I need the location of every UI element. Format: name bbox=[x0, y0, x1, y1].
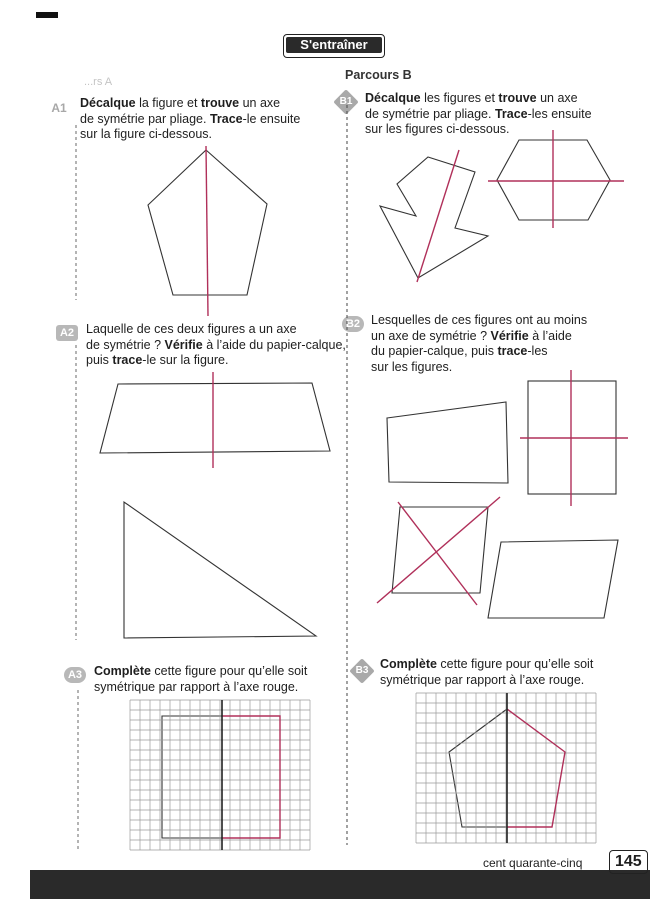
parcours-b-title: Parcours B bbox=[345, 68, 412, 82]
b1-arrow-axis bbox=[417, 150, 459, 282]
b3-figure bbox=[449, 709, 507, 827]
badge-a2: A2 bbox=[56, 325, 78, 341]
b1-arrow bbox=[380, 157, 488, 278]
page-number-words: cent quarante-cinq bbox=[483, 856, 583, 870]
page-number: 145 bbox=[609, 850, 648, 874]
b3-grid bbox=[416, 693, 596, 843]
section-title-text: S'entraîner bbox=[286, 37, 382, 53]
badge-b2: B2 bbox=[342, 316, 364, 332]
exercise-b1-instructions: Décalque les figures et trouve un axe de symétrie par pliage. Trace-les ensuite sur les figures ci-dessous. bbox=[365, 91, 592, 136]
exercise-a1-instructions: Décalque la figure et trouve un axe de symétrie par pliage. Trace-le ensuite sur la figure ci-dessous. bbox=[80, 96, 301, 141]
exercise-b3-instructions: Complète cette figure pour qu’elle soit symétrique par rapport à l’axe rouge. bbox=[380, 657, 594, 687]
badge-b1: B1 bbox=[333, 89, 358, 114]
a2-trapezoid bbox=[100, 383, 330, 453]
a2-triangle bbox=[124, 502, 316, 638]
badge-a1: A1 bbox=[51, 101, 67, 115]
a3-grid bbox=[130, 700, 310, 850]
a1-symmetry-axis bbox=[206, 146, 208, 316]
exercise-a2-instructions: Laquelle de ces deux figures a un axe de symétrie ? Vérifie à l’aide du papier-calque, puis trace-le sur la figure. bbox=[86, 322, 346, 367]
exercise-a3-instructions: Complète cette figure pour qu’elle soit symétrique par rapport à l’axe rouge. bbox=[94, 664, 308, 694]
exercise-b2-instructions: Lesquelles de ces figures ont au moins un axe de symétrie ? Vérifie à l’aide du papier-calque, puis trace-les sur les figures. bbox=[371, 313, 588, 374]
b2-parallelogram bbox=[488, 540, 618, 618]
badge-a3: A3 bbox=[64, 667, 86, 683]
b2-quadrilateral bbox=[387, 402, 508, 483]
badge-b3: B3 bbox=[349, 658, 374, 683]
b2-square-diagonal-1 bbox=[398, 502, 477, 605]
parcours-a-title: ...rs A bbox=[84, 76, 113, 88]
